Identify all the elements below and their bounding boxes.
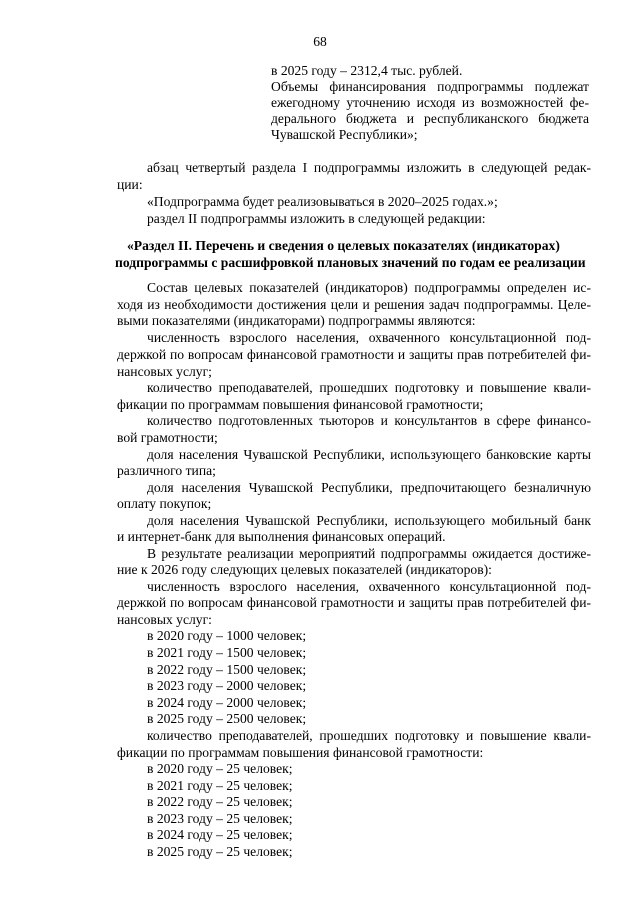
text-line-1: в 2025 году – 2312,4 тыс. рублей. <box>271 63 463 78</box>
section-heading-line-2: подпрограммы с расшифровкой плановых значений по годам ее реализации <box>115 255 586 270</box>
text-line-13: ходя из необходимости достижения цели и решения задач подпрограммы. Целе- <box>117 297 591 312</box>
year-item-3: в 2022 году – 1500 человек; <box>147 662 307 677</box>
text-line-19: фикации по программам повышения финансовой грамотности; <box>117 397 484 412</box>
text-line-25: оплату покупок; <box>117 496 212 511</box>
text-line-7: ции: <box>117 177 143 192</box>
text-line-29: ние к 2026 году следующих целевых показателей (индикаторов): <box>117 562 492 577</box>
text-line-39: количество преподавателей, прошедших подготовку и повышение квали- <box>147 728 591 743</box>
text-line-5: Чувашской Республики»; <box>271 127 418 142</box>
text-line-2: Объемы финансирования подпрограммы подлежат <box>271 79 589 94</box>
year-item-8: в 2021 году – 25 человек; <box>147 778 293 793</box>
text-line-24: доля населения Чувашской Республики, предпочитающего безналичную <box>147 480 591 495</box>
text-line-18: количество преподавателей, прошедших подготовку и повышение квали- <box>147 380 591 395</box>
year-item-1: в 2020 году – 1000 человек; <box>147 628 307 643</box>
text-line-16: держкой по вопросам финансовой грамотности и защиты прав потребителей фи- <box>117 347 591 362</box>
text-line-20: количество подготовленных тьюторов и консультантов в сфере финансо- <box>147 413 591 428</box>
text-line-22: доля населения Чувашской Республики, использующего банковские карты <box>147 447 591 462</box>
text-line-30: численность взрослого населения, охваченного консультационной под- <box>147 579 591 594</box>
text-line-3: ежегодному уточнению исходя из возможностей фе- <box>271 95 589 110</box>
text-line-15: численность взрослого населения, охваченного консультационной под- <box>147 330 591 345</box>
text-line-9: раздел II подпрограммы изложить в следующей редакции: <box>147 211 486 226</box>
text-line-28: В результате реализации мероприятий подпрограммы ожидается достиже- <box>147 546 591 561</box>
text-line-21: вой грамотности; <box>117 430 218 445</box>
text-line-27: и интернет-банк для выполнения финансовых операций. <box>117 529 446 544</box>
text-line-17: нансовых услуг; <box>117 364 212 379</box>
text-line-14: выми показателями (индикаторами) подпрограммы являются: <box>117 313 476 328</box>
text-line-26: доля населения Чувашской Республики, использующего мобильный банк <box>147 513 591 528</box>
text-line-32: нансовых услуг: <box>117 612 212 627</box>
year-item-12: в 2025 году – 25 человек; <box>147 844 293 859</box>
year-item-9: в 2022 году – 25 человек; <box>147 794 293 809</box>
year-item-2: в 2021 году – 1500 человек; <box>147 645 307 660</box>
text-line-8: «Подпрограмма будет реализовываться в 2020–2025 годах.»; <box>147 194 498 209</box>
year-item-7: в 2020 году – 25 человек; <box>147 761 293 776</box>
text-line-4: дерального бюджета и республиканского бюджета <box>271 111 589 126</box>
year-item-6: в 2025 году – 2500 человек; <box>147 711 307 726</box>
year-item-4: в 2023 году – 2000 человек; <box>147 678 307 693</box>
text-line-12: Состав целевых показателей (индикаторов) подпрограммы определен ис- <box>147 280 591 295</box>
year-item-11: в 2024 году – 25 человек; <box>147 827 293 842</box>
year-item-10: в 2023 году – 25 человек; <box>147 811 293 826</box>
text-line-23: различного типа; <box>117 463 216 478</box>
text-line-31: держкой по вопросам финансовой грамотности и защиты прав потребителей фи- <box>117 595 591 610</box>
section-heading-line-1: «Раздел II. Перечень и сведения о целевых показателях (индикаторах) <box>127 238 560 253</box>
page-number: 68 <box>313 34 327 49</box>
text-line-40: фикации по программам повышения финансовой грамотности: <box>117 745 484 760</box>
year-item-5: в 2024 году – 2000 человек; <box>147 695 307 710</box>
text-line-6: абзац четвертый раздела I подпрограммы изложить в следующей редак- <box>147 160 591 175</box>
